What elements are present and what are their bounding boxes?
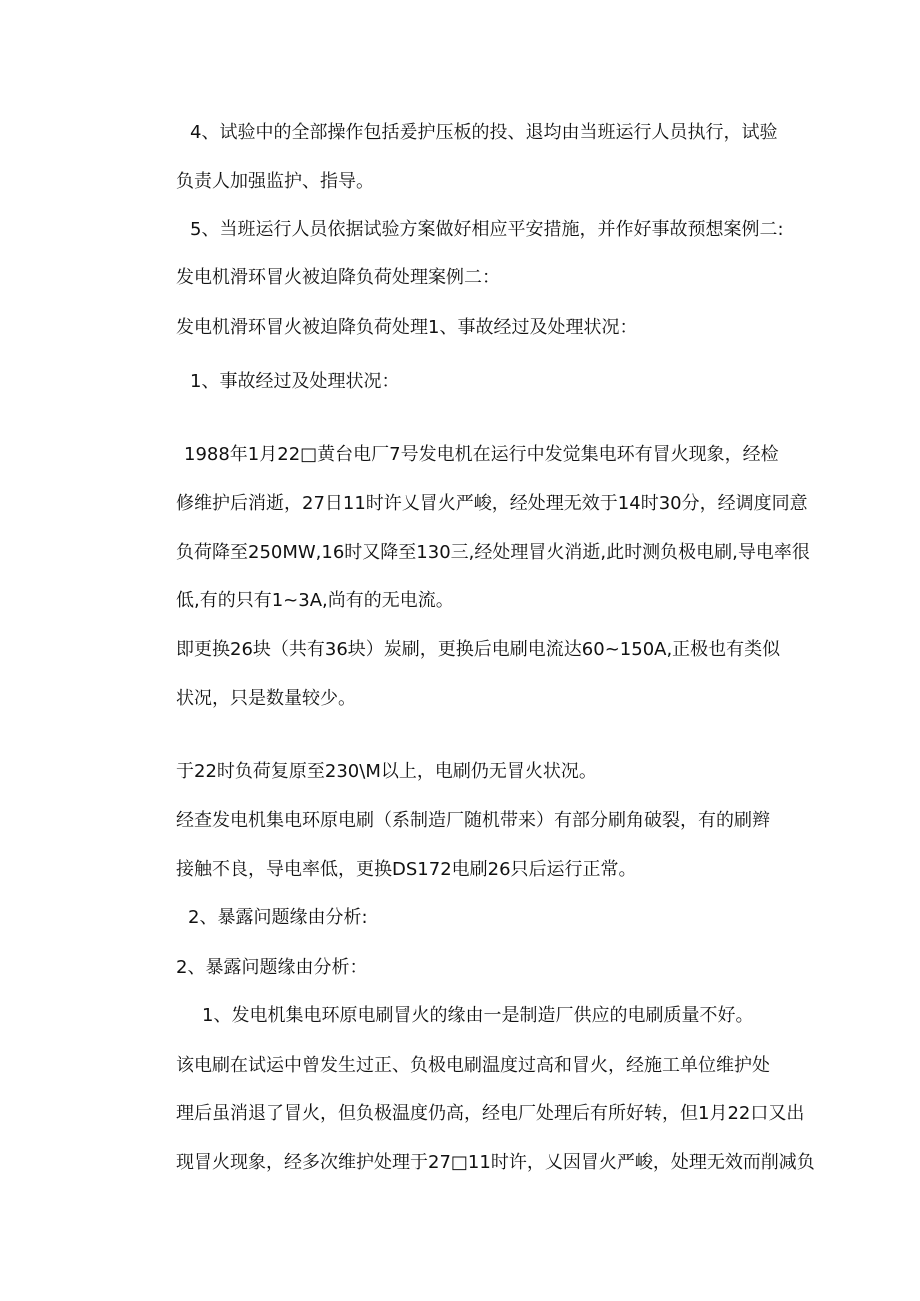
text-line: 现冒火现象，经多次维护处理于27□11时许，乂因冒火严峻，处理无效而削减负 [176, 1152, 815, 1173]
text-line: 理后虽消退了冒火，但负极温度仍高，经电厂处理后有所好转，但1月22口又出 [176, 1103, 805, 1124]
text-line: 发电机滑环冒火被迫降负荷处理案例二： [176, 267, 500, 288]
text-line: 2、暴露问题缘由分析： [176, 957, 368, 978]
text-line: 1、事故经过及处理状况： [190, 371, 400, 392]
text-line: 5、当班运行人员依据试验方案做好相应平安措施，并作好事故预想案例二: [190, 219, 784, 240]
text-line: 修维护后消逝，27日11时许乂冒火严峻，经处理无效于14时30分，经调度同意 [176, 493, 808, 514]
text-line: 接触不良，导电率低，更换DS172电刷26只后运行正常。 [176, 859, 637, 880]
text-line: 负荷降至250MW,16时又降至130三,经处理冒火消逝,此时测负极电刷,导电率很 [176, 542, 810, 563]
text-line: 发电机滑环冒火被迫降负荷处理1、事故经过及处理状况： [176, 317, 638, 338]
text-line: 状况，只是数量较少。 [176, 688, 356, 709]
text-line: 即更换26块（共有36块）炭刷，更换后电刷电流达60~150A,正极也有类似 [176, 639, 781, 660]
text-line: 于22时负荷复原至230\M以上，电刷仍无冒火状况。 [176, 761, 597, 782]
text-line: 该电刷在试运中曾发生过正、负极电刷温度过高和冒火，经施工单位维护处 [176, 1055, 770, 1076]
text-line: 负责人加强监护、指导。 [176, 171, 374, 192]
text-line: 4、试验中的全部操作包括爰护压板的投、退均由当班运行人员执行，试验 [190, 122, 778, 143]
text-line: 1、发电机集电环原电刷冒火的缘由一是制造厂供应的电刷质量不好。 [202, 1005, 754, 1026]
text-line: 2、暴露问题缘由分析: [188, 907, 368, 928]
text-line: 1988年1月22□黄台电厂7号发电机在运行中发觉集电环有冒火现象，经检 [184, 444, 779, 465]
text-line: 经查发电机集电环原电刷（系制造厂随机带来）有部分刷角破裂，有的刷辫 [176, 810, 770, 831]
text-line: 低,有的只有1~3A,尚有的无电流。 [176, 590, 454, 611]
